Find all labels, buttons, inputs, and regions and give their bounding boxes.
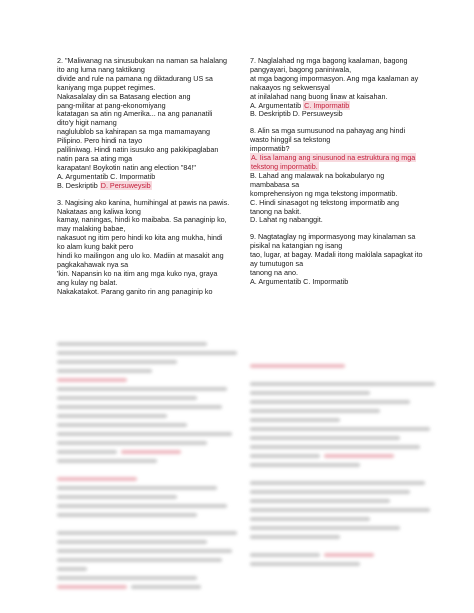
question-line: Nakataas ang kaliwa kong — [57, 206, 141, 216]
question-line: paliliniwag. Hindi natin isusuko ang pakikipaglaban — [57, 145, 219, 155]
blurred-line — [250, 470, 455, 479]
blurred-line — [57, 385, 257, 394]
blurred-line — [250, 533, 455, 542]
question-line: tanong na ano. — [250, 267, 298, 277]
blurred-line — [57, 394, 257, 403]
choice-line: C. Hindi sinasagot ng tekstong impormatib ang — [250, 197, 400, 207]
question-line: kamay, naningas, hindi ko maibaba. Sa panaginip ko, — [57, 215, 227, 225]
question-line: impormatib? — [250, 144, 290, 154]
highlighted-answer: D. Persuweysib — [100, 180, 151, 190]
question-9 — [250, 233, 455, 286]
question-line: ang kulay ng balat. — [57, 277, 118, 287]
blurred-line — [57, 448, 257, 457]
question-line: dito'y higit namang — [57, 118, 117, 128]
blurred-line — [57, 511, 257, 520]
blurred-line — [57, 583, 257, 592]
blurred-line — [57, 529, 257, 538]
choice-line: komprehensiyon ng mga tekstong impormatib. — [250, 188, 398, 198]
blurred-line — [250, 407, 455, 416]
question-line: naglulublob sa kahirapan sa mga mamamayang — [57, 127, 211, 137]
question-line: Nakasalalay din sa Batasang election ang — [57, 91, 191, 101]
blurred-line — [57, 547, 257, 556]
blurred-line — [250, 560, 455, 569]
question-line: 3. Nagising ako kanina, humihingal at pawis na pawis. — [57, 197, 230, 207]
question-line: hindi ko mailingon ang ulo ko. Madiin at masakit ang — [57, 251, 224, 261]
blurred-line — [250, 497, 455, 506]
question-line: pangyayari, bagong paniniwala, — [250, 64, 352, 74]
blurred-line — [250, 443, 455, 452]
blurred-line — [57, 484, 257, 493]
question-line: nakaayos ng sekwensyal — [250, 82, 330, 92]
blurred-line — [250, 479, 455, 488]
blurred-content-right — [250, 362, 455, 569]
blurred-line — [250, 389, 455, 398]
question-line: tao, lugar, at bagay. Madali itong makilala sapagkat ito — [250, 250, 423, 260]
question-line: ay tumutugon sa — [250, 259, 304, 269]
blurred-line — [250, 371, 455, 380]
blurred-line — [57, 358, 257, 367]
blurred-line — [250, 461, 455, 470]
question-line: pisikal na katangian ng isang — [250, 241, 343, 251]
blurred-line — [250, 362, 455, 371]
blurred-line — [57, 565, 257, 574]
question-3 — [57, 199, 257, 297]
blurred-line — [57, 493, 257, 502]
blurred-line — [57, 403, 257, 412]
choice-line: mambabasa sa — [250, 179, 300, 189]
blurred-line — [250, 380, 455, 389]
blurred-line — [250, 515, 455, 524]
blurred-line — [57, 421, 257, 430]
choice-line: A. Argumentatib C. Impormatib — [250, 276, 349, 286]
question-line: pang-militar at pang-ekonomiyang — [57, 100, 166, 110]
question-line: ito ang luma nang taktikang — [57, 64, 145, 74]
question-line: divide and rule na pamana ng diktadurang US sa — [57, 73, 213, 83]
blurred-line — [250, 542, 455, 551]
choice-line: B. Lahad ang malawak na bokabularyo ng — [250, 170, 385, 180]
question-line: 8. Alin sa mga sumusunod na pahayag ang hindi — [250, 126, 406, 136]
question-line: Pilipino. Pero hindi na tayo — [57, 136, 143, 146]
question-line: nakasuot ng itim pero hindi ko kita ang mukha, hindi — [57, 233, 223, 243]
blurred-line — [57, 349, 257, 358]
highlighted-answer: C. Impormatib — [304, 100, 350, 110]
left-column — [57, 57, 257, 305]
blurred-line — [250, 551, 455, 560]
question-line: at inilalahad nang buong linaw at kaisahan. — [250, 91, 388, 101]
choice-text: A. Argumentatib — [250, 100, 304, 110]
question-line: 2. "Maliwanag na sinusubukan na naman sa halalang — [57, 56, 227, 65]
highlighted-answer: tekstong impormatib. — [251, 161, 318, 171]
blurred-line — [57, 439, 257, 448]
question-line: 'kin. Napansin ko na itim ang mga kuko nya, graya — [57, 268, 218, 278]
blurred-line — [250, 398, 455, 407]
question-line: katatagan sa atin ng Amerika... na ang pananatili — [57, 109, 213, 119]
right-column — [250, 57, 455, 295]
blurred-content-left — [57, 340, 257, 592]
blurred-line — [250, 452, 455, 461]
blurred-line — [57, 412, 257, 421]
question-line: wasto hinggil sa tekstong — [250, 135, 331, 145]
answer-line — [57, 182, 257, 191]
question-line: kaniyang mga puppet regimes. — [57, 82, 156, 92]
choice-line: tanong na bakit. — [250, 206, 302, 216]
blurred-line — [57, 376, 257, 385]
question-7 — [250, 57, 455, 119]
blurred-line — [57, 367, 257, 376]
blurred-line — [57, 430, 257, 439]
question-2 — [57, 57, 257, 191]
blurred-line — [250, 488, 455, 497]
question-line: Nakakatakot. Parang ganito rin ang panaginip ko — [57, 286, 213, 296]
blurred-line — [250, 434, 455, 443]
blurred-line — [250, 416, 455, 425]
blurred-line — [57, 520, 257, 529]
question-line: 7. Naglalahad ng mga bagong kaalaman, bagong — [250, 56, 408, 65]
blurred-line — [250, 524, 455, 533]
blurred-line — [57, 502, 257, 511]
blurred-line — [250, 425, 455, 434]
question-line: may malaking babae, — [57, 224, 126, 234]
blurred-line — [57, 556, 257, 565]
question-line: ko alam kung bakit pero — [57, 242, 134, 252]
highlighted-answer: A. Iisa lamang ang sinusunod na estruktura ng mga — [251, 153, 416, 163]
blurred-line — [57, 538, 257, 547]
blurred-line — [57, 475, 257, 484]
choice-line: D. Lahat ng nabanggit. — [250, 215, 323, 225]
question-line: pagkakahawak nya sa — [57, 259, 129, 269]
choice-text: B. Deskriptib — [57, 180, 100, 190]
question-line: natin para sa ating mga — [57, 153, 133, 163]
choice-line: A. Argumentatib C. Impormatib — [57, 171, 156, 181]
blurred-line — [250, 506, 455, 515]
blurred-line — [57, 574, 257, 583]
question-line: at mga bagong impormasyon. Ang mga kaalaman ay — [250, 73, 419, 83]
blurred-line — [57, 457, 257, 466]
question-line: 9. Nagtataglay ng impormasyong may kinalaman sa — [250, 232, 416, 242]
blurred-line — [57, 340, 257, 349]
choice-line: B. Deskriptib D. Persuweysib — [250, 109, 343, 119]
question-line: karapatan! Boykotin natin ang election "84!" — [57, 162, 196, 172]
blurred-line — [57, 466, 257, 475]
question-8 — [250, 127, 455, 225]
